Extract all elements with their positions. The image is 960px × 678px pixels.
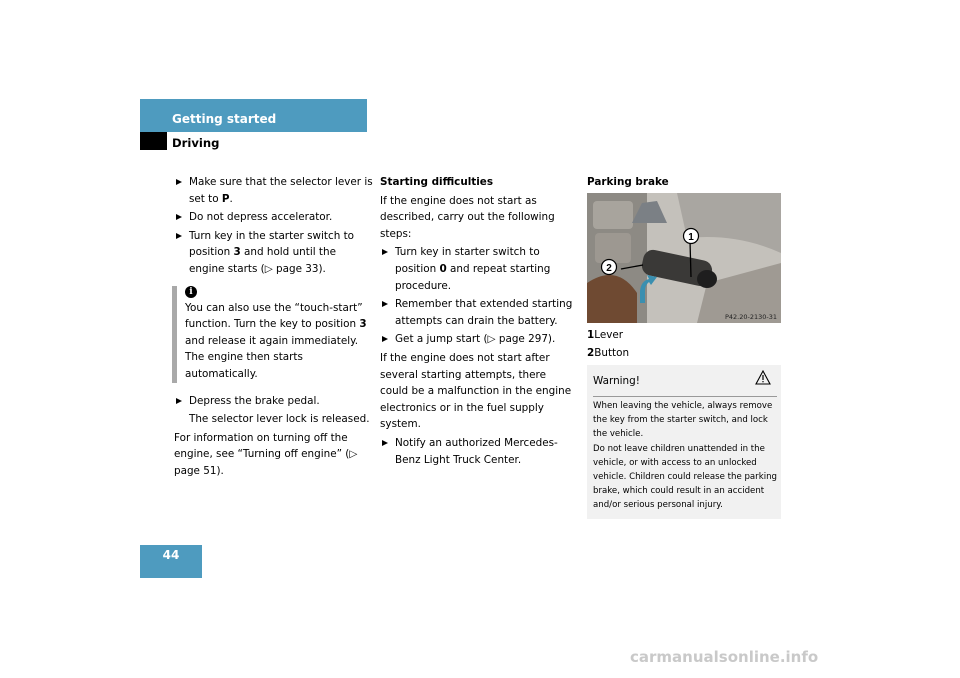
instruction-bold: P: [221, 192, 230, 205]
column-left: [174, 174, 374, 482]
page-reference-link[interactable]: page 297).: [495, 333, 556, 346]
info-icon: i: [185, 286, 197, 298]
parking-brake-heading: Parking brake: [587, 176, 669, 188]
bullet-arrow-icon: [176, 214, 182, 220]
warning-divider: [593, 396, 777, 397]
instruction-notify-center: [380, 435, 576, 468]
instruction-text: Notify an authorized Mercedes-Benz Light Truck Center.: [395, 436, 558, 466]
section-tab-marker: [140, 132, 167, 150]
starting-difficulties-intro: If the engine does not start as described, carry out the following steps:: [380, 194, 555, 240]
instruction-bold: 0: [439, 262, 447, 275]
bullet-arrow-icon: [382, 336, 388, 342]
instruction-text-end: .: [229, 192, 233, 205]
warning-triangle-icon: [755, 370, 771, 385]
column-middle: [380, 174, 576, 470]
paragraph-text: For information on turning off the engine, see “Turning off engine” (: [174, 431, 350, 461]
section-title: Getting started: [172, 112, 277, 126]
bullet-arrow-icon: [382, 249, 388, 255]
instruction-text: Depress the brake pedal.: [189, 394, 320, 407]
instruction-bold: 3: [233, 246, 241, 259]
watermark: carmanualsonline.info: [630, 648, 819, 666]
instruction-text: and hold until the engine starts (: [189, 246, 336, 275]
subsection-title: Driving: [172, 136, 220, 150]
legend-item: [587, 345, 787, 362]
instruction-text: Get a jump start (: [395, 333, 488, 346]
legend-number: 1: [587, 328, 595, 341]
page-reference-link[interactable]: page 33).: [272, 262, 326, 275]
instruction-brake-pedal: [174, 393, 374, 410]
bullet-arrow-icon: [382, 440, 388, 446]
info-note-bar: [172, 286, 177, 383]
callout-1: 1: [688, 231, 694, 243]
instruction-text: and repeat starting procedure.: [395, 262, 551, 292]
legend-item: [587, 327, 787, 344]
figure-code: P42.20-2130-31: [724, 312, 777, 321]
column-right: [587, 174, 787, 364]
warning-paragraph: Do not leave children unattended in the vehicle, or with access to an unlocked vehicle. Children could release the parking brake, which could result in an accident and/or serious personal injury.: [593, 444, 777, 510]
legend-label: Lever: [594, 328, 624, 341]
bullet-arrow-icon: [176, 233, 182, 239]
info-text: You can also use the “touch-start” function. Turn the key to position: [185, 301, 363, 331]
instruction-text: Make sure that the selector lever is set to: [189, 176, 373, 205]
legend-number: 2: [587, 347, 595, 360]
page-ref-arrow-icon: ▷: [264, 262, 273, 275]
warning-body: [593, 400, 777, 514]
malfunction-paragraph: If the engine does not start after several starting attempts, there could be a malfunction in the engine electronics or in the fuel supply system.: [380, 351, 572, 431]
bullet-arrow-icon: [176, 398, 182, 404]
page-reference-link[interactable]: page 51).: [174, 464, 224, 477]
bullet-arrow-icon: [382, 301, 388, 307]
info-bold: 3: [359, 318, 367, 331]
turning-off-reference: [174, 430, 374, 480]
info-note-text: [185, 300, 374, 383]
info-note: [172, 286, 374, 383]
instruction-text: Turn key in the starter switch to position: [189, 229, 355, 259]
instruction-jump-start: [380, 331, 576, 348]
page-ref-arrow-icon: ▷: [349, 448, 358, 461]
instruction-selector-lever: [174, 174, 374, 207]
instruction-battery: [380, 296, 576, 329]
instruction-text: Remember that extended starting attempts can drain the battery.: [395, 298, 573, 327]
instruction-result: The selector lever lock is released.: [189, 413, 370, 426]
page-number: 44: [162, 548, 180, 562]
bullet-arrow-icon: [176, 179, 182, 185]
warning-box: [587, 365, 781, 519]
callout-2: 2: [606, 262, 612, 274]
instruction-position-zero: [380, 244, 576, 294]
warning-paragraph: When leaving the vehicle, always remove the key from the starter switch, and lock the vehicle.: [593, 401, 773, 439]
instruction-text: Turn key in starter switch to position: [395, 246, 540, 275]
parking-brake-photo: [587, 193, 781, 323]
instruction-text: Do not depress accelerator.: [189, 211, 333, 224]
parking-brake-illustration: [587, 193, 781, 323]
info-text-end: and release it again immediately. The engine then starts automatically.: [185, 334, 359, 380]
instruction-turn-key: [174, 228, 374, 278]
instruction-accelerator: [174, 209, 374, 226]
page-ref-arrow-icon: ▷: [487, 333, 496, 346]
legend-label: Button: [594, 347, 630, 360]
warning-title: Warning!: [593, 375, 640, 387]
starting-difficulties-heading: Starting difficulties: [380, 176, 494, 188]
